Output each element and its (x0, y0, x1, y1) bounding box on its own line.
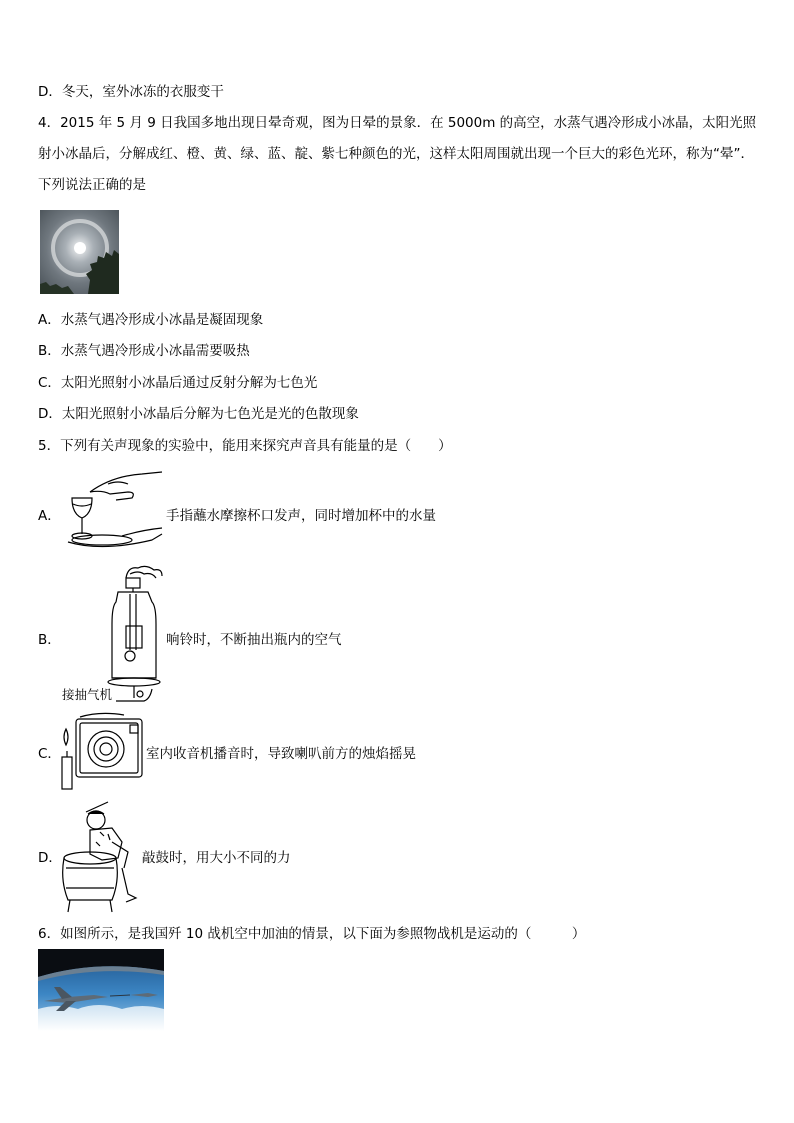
q6-stem: 6．如图所示，是我国歼 10 战机空中加油的情景，以下面为参照物战机是运动的（ ） (38, 926, 586, 942)
q5-option-c-label: C． (38, 746, 61, 762)
q4-option-b: B．水蒸气遇冷形成小冰晶需要吸热 (38, 343, 250, 359)
q4-option-c: C．太阳光照射小冰晶后通过反射分解为七色光 (38, 375, 318, 391)
vacuum-pump-caption: 接抽气机 (62, 687, 113, 702)
q5-option-a-text: 手指蘸水摩擦杯口发声，同时增加杯中的水量 (166, 508, 436, 524)
vacuum-pump-caption-group (62, 681, 152, 705)
q5-option-c-text: 室内收音机播音时，导致喇叭前方的烛焰摇晃 (146, 746, 416, 762)
q5-option-d-label: D． (38, 850, 62, 866)
q4-option-a: A．水蒸气遇冷形成小冰晶是凝固现象 (38, 312, 264, 328)
wine-glass-hand-figure (62, 470, 164, 552)
q4-option-d: D．太阳光照射小冰晶后分解为七色光是光的色散现象 (38, 406, 359, 422)
q5-option-b-text: 响铃时，不断抽出瓶内的空气 (166, 632, 342, 648)
q5-stem: 5．下列有关声现象的实验中，能用来探究声音具有能量的是（ ） (38, 438, 452, 454)
drum-figure (60, 798, 140, 916)
prev-option-d: D．冬天，室外冰冻的衣服变干 (38, 84, 224, 100)
jet-refueling-photo (38, 949, 164, 1031)
q5-option-d-text: 敲鼓时，用大小不同的力 (142, 850, 291, 866)
sun-halo-photo (40, 210, 119, 294)
q5-option-a-label: A． (38, 508, 61, 524)
radio-candle-figure (60, 711, 144, 791)
q4-stem: 4．2015 年 5 月 9 日我国多地出现日晕奇观，图为日晕的景象．在 5000m 的高空，水蒸气遇冷形成小冰晶，太阳光照射小冰晶后，分解成红、橙、黄、绿、蓝、靛、紫七种颜色的光，这样太阳周围就出现一个巨大的彩色光环，称为“晕”．下列说法正确的是 (38, 115, 757, 193)
q5-option-b-label: B． (38, 632, 61, 648)
